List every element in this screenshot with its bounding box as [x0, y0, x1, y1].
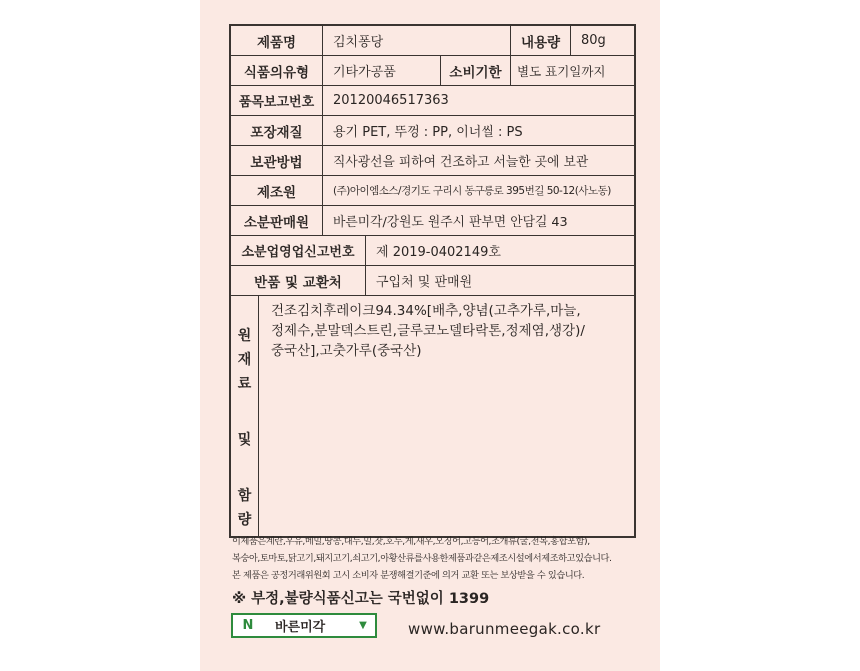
ingredients-heading — [231, 296, 259, 536]
brand-name: 바른미각 — [275, 620, 326, 635]
biz-report-label: 소분업영업신고번호 — [231, 236, 366, 265]
expiry-label: 소비기한 — [441, 56, 511, 85]
row-biz-report — [231, 236, 634, 266]
report-no-value: 20120046517363 — [333, 93, 449, 108]
report-hotline: ※ 부정,불량식품신고는 국번없이 1399 — [232, 591, 490, 607]
storage-value: 직사광선을 피하여 건조하고 서늘한 곳에 보관 — [333, 155, 589, 170]
website-url: www.barunmeegak.co.kr — [408, 620, 601, 638]
ingredients-line: 건조김치후레이크94.34%[배추,양념(고추가루,마늘, — [271, 303, 581, 319]
ingredients-line: 정제수,분말덱스트린,글루코노델타락톤,정제염,생강)/ — [271, 323, 585, 339]
label-panel — [200, 0, 660, 671]
row-retailer — [231, 206, 634, 236]
packaging-value: 용기 PET, 뚜껑 : PP, 이너씰 : PS — [333, 125, 523, 140]
manufacturer-value: (주)아이엠소스/경기도 구리시 동구릉로 395번길 50-12(사노동) — [333, 185, 611, 197]
ingredients-head-char: 재 — [237, 352, 252, 368]
product-info-table — [229, 24, 636, 538]
manufacturer-label: 제조원 — [231, 176, 323, 205]
row-packaging — [231, 116, 634, 146]
biz-report-value: 제 2019-0402149호 — [376, 245, 501, 260]
product-name-label: 제품명 — [231, 26, 323, 55]
ingredients-head-char: 료 — [237, 376, 252, 392]
ingredients-head-char: 및 — [237, 432, 252, 448]
packaging-label: 포장재질 — [231, 116, 323, 145]
row-ingredients — [231, 296, 634, 536]
row-product-name — [231, 26, 634, 56]
report-no-label: 품목보고번호 — [231, 86, 323, 115]
ingredients-head-char: 원 — [237, 328, 252, 344]
expiry-value: 별도 표기일까지 — [517, 63, 606, 79]
brand-badge — [231, 613, 377, 638]
allergy-line: 이제품은계란,우유,메밀,땅콩,대두,밀,잣,호두,게,새우,오징어,고등어,조개류(굴,전복,홍합포함), — [232, 536, 590, 547]
row-return — [231, 266, 634, 296]
row-report-no — [231, 86, 634, 116]
row-storage — [231, 146, 634, 176]
allergy-line: 본 제품은 공정거래위원회 고시 소비자 분쟁해결기준에 의거 교환 또는 보상받을 수 있습니다. — [232, 570, 585, 581]
storage-label: 보관방법 — [231, 146, 323, 175]
net-label: 내용량 — [511, 26, 571, 55]
product-name-value: 김치퐁당 — [323, 26, 511, 55]
retailer-label: 소분판매원 — [231, 206, 323, 235]
retailer-value: 바른미각/강원도 원주시 판부면 안담길 43 — [333, 215, 568, 230]
row-food-type — [231, 56, 634, 86]
food-type-value: 기타가공품 — [323, 56, 441, 85]
food-type-label: 식품의유형 — [231, 56, 323, 85]
ingredients-head-char: 함 — [237, 488, 252, 504]
ingredients-line: 중국산],고춧가루(중국산) — [271, 343, 422, 359]
return-value: 구입처 및 판매원 — [376, 275, 473, 290]
brand-n-icon: N — [242, 618, 254, 633]
triangle-down-icon: ▼ — [359, 620, 367, 631]
allergy-notice — [232, 533, 642, 584]
net-value: 80g — [581, 33, 606, 48]
ingredients-head-char: 량 — [237, 512, 252, 528]
ingredients-text — [259, 296, 585, 536]
row-manufacturer — [231, 176, 634, 206]
return-label: 반품 및 교환처 — [231, 266, 366, 295]
allergy-line: 복숭아,토마토,닭고기,돼지고기,쇠고기,아황산류를사용한제품과같은제조시설에서제조하고있습니다. — [232, 553, 612, 564]
